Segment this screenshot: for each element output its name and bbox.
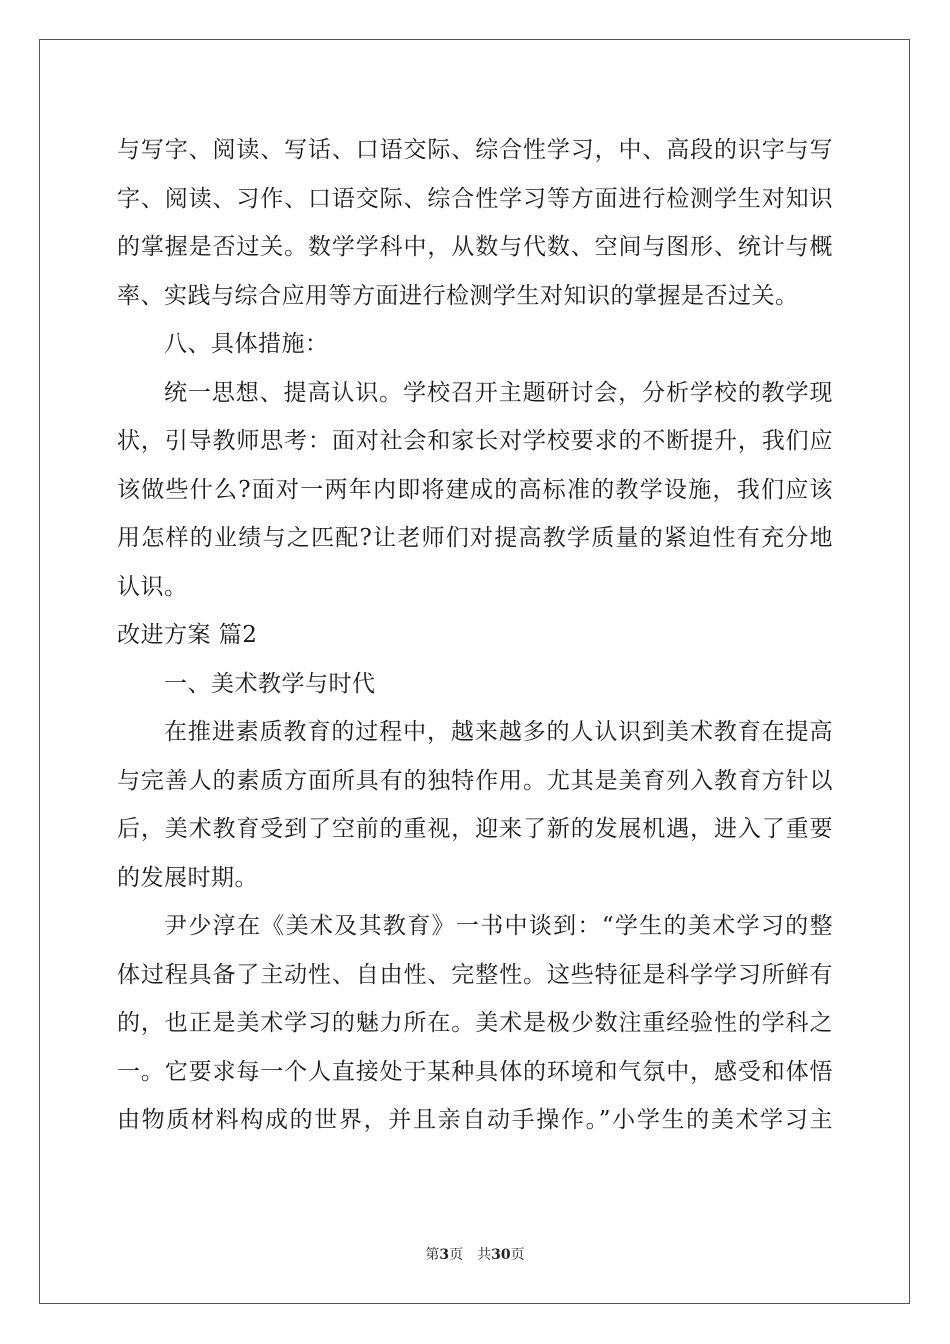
text-line: 一、美术教学与时代 xyxy=(164,670,376,697)
text-line: 体过程具备了主动性、自由性、完整性。这些特征是科学学习所鲜有 xyxy=(117,961,833,988)
text-line: 字、阅读、习作、口语交际、综合性学习等方面进行检测学生对知识 xyxy=(117,185,833,212)
text-line: 的掌握是否过关。数学学科中，从数与代数、空间与图形、统计与概 xyxy=(117,234,833,260)
text-line: 与完善人的素质方面所具有的独特作用。尤其是美育列入教育方针以 xyxy=(117,767,833,794)
footer-page-current: 3 xyxy=(439,1247,450,1263)
text-line: 统一思想、提高认识。学校召开主题研讨会，分析学校的教学现 xyxy=(164,379,833,406)
text-line: 改进方案 篇2 xyxy=(117,622,258,648)
text-line: 由物质材料构成的世界，并且亲自动手操作。”小学生的美术学习主 xyxy=(117,1107,833,1133)
footer-page-suffix: 页 xyxy=(449,1247,464,1263)
text-line: 与写字、阅读、写话、口语交际、综合性学习，中、高段的识字与写 xyxy=(117,137,833,163)
text-line: 该做些什么?面对一两年内即将建成的高标准的教学设施，我们应该 xyxy=(117,476,833,503)
footer-page-total: 30 xyxy=(491,1247,511,1263)
footer-total-prefix: 共 xyxy=(477,1247,492,1263)
text-line: 在推进素质教育的过程中，越来越多的人认识到美术教育在提高 xyxy=(164,719,833,745)
text-line: 用怎样的业绩与之匹配?让老师们对提高教学质量的紧迫性有充分地 xyxy=(117,525,833,551)
text-line: 的，也正是美术学习的魅力所在。美术是极少数注重经验性的学科之 xyxy=(117,1010,833,1036)
text-line: 尹少淳在《美术及其教育》一书中谈到：“学生的美术学习的整 xyxy=(164,913,833,939)
text-line: 一。它要求每一个人直接处于某种具体的环境和气氛中，感受和体悟 xyxy=(117,1058,833,1085)
text-line: 后，美术教育受到了空前的重视，迎来了新的发展机遇，进入了重要 xyxy=(117,816,833,842)
text-line: 八、具体措施： xyxy=(164,331,329,357)
page-footer xyxy=(0,1244,950,1264)
text-line: 认识。 xyxy=(117,573,188,600)
footer-page-prefix: 第 xyxy=(425,1247,440,1263)
text-line: 状，引导教师思考：面对社会和家长对学校要求的不断提升，我们应 xyxy=(117,428,833,454)
text-line: 率、实践与综合应用等方面进行检测学生对知识的掌握是否过关。 xyxy=(117,282,799,309)
text-line: 的发展时期。 xyxy=(117,864,258,891)
document-body xyxy=(117,126,833,1145)
footer-total-suffix: 页 xyxy=(510,1247,525,1263)
